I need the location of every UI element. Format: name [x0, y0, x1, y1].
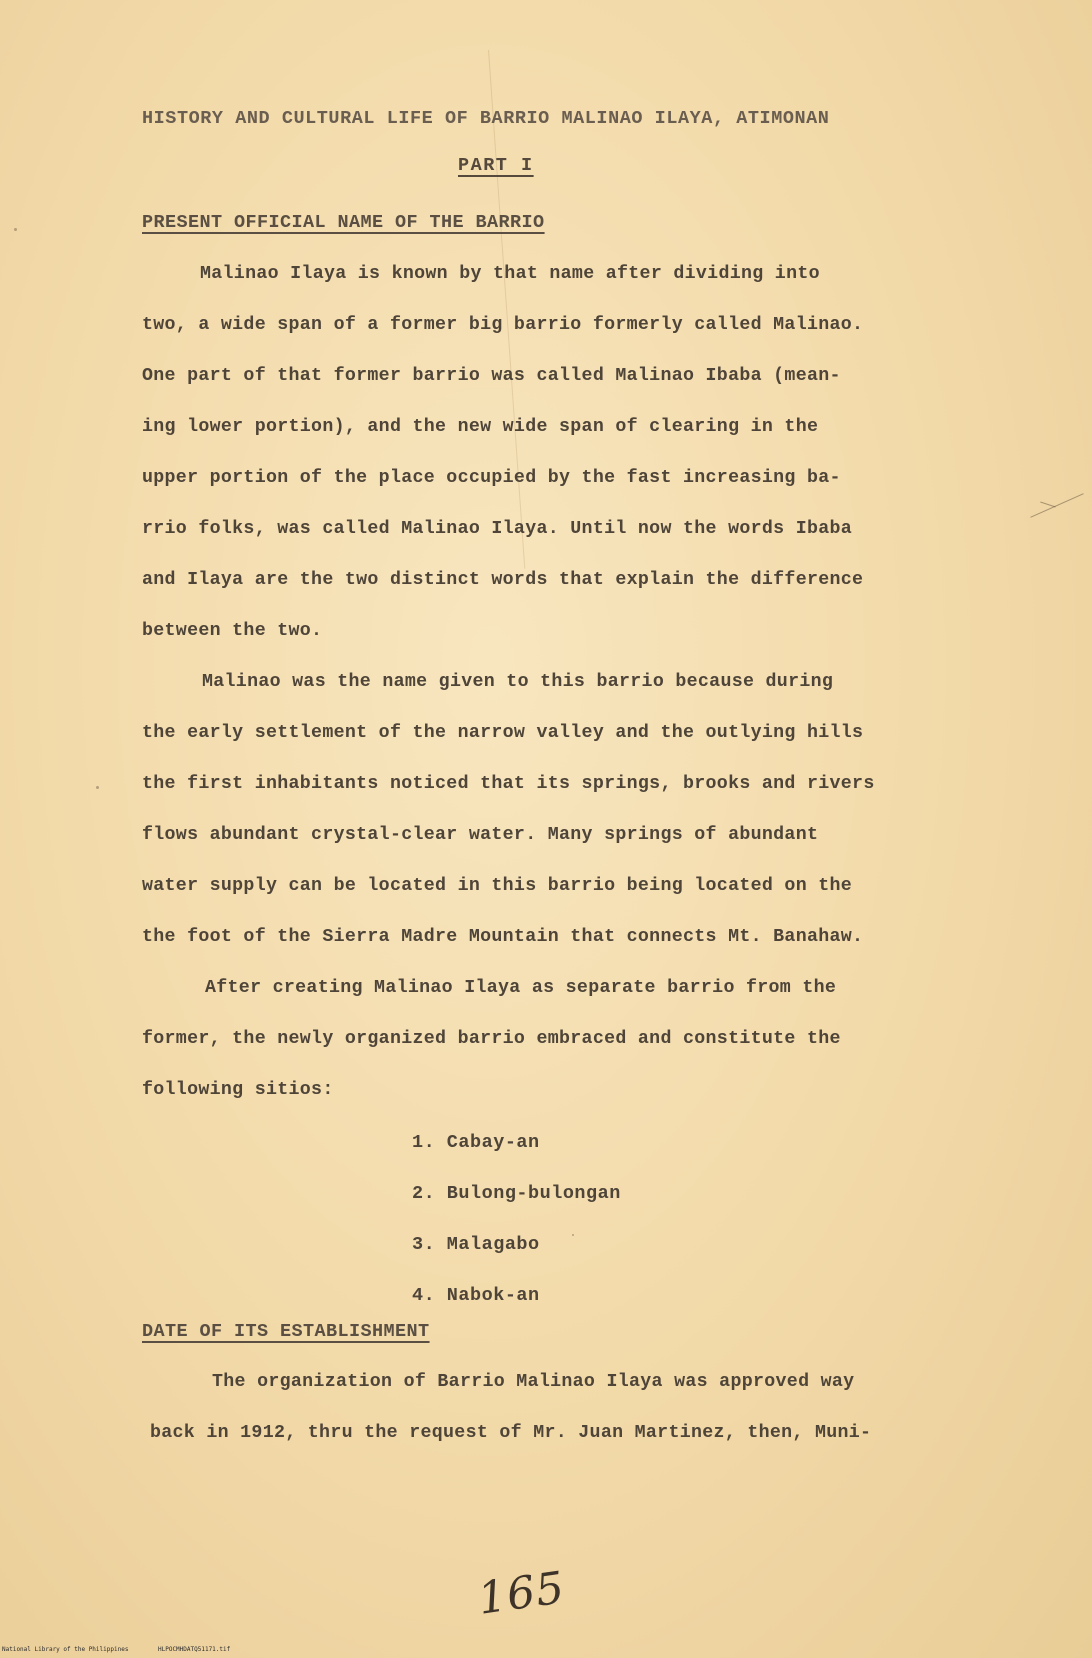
paper-mark-line: [1040, 502, 1056, 508]
paragraph-line: ing lower portion), and the new wide span of clearing in the: [142, 417, 819, 437]
paragraph-line: back in 1912, thru the request of Mr. Juan Martinez, then, Muni-: [150, 1423, 872, 1443]
paragraph-line: After creating Malinao Ilaya as separate barrio from the: [205, 978, 837, 998]
part-heading: PART I: [458, 155, 534, 176]
paragraph-line: water supply can be located in this barrio being located on the: [142, 876, 853, 896]
sitio-list-item: 4. Nabok-an: [412, 1285, 540, 1306]
sitio-list-item: 1. Cabay-an: [412, 1132, 540, 1153]
paragraph-line: the foot of the Sierra Madre Mountain that connects Mt. Banahaw.: [142, 927, 864, 947]
section-heading-official-name: PRESENT OFFICIAL NAME OF THE BARRIO: [142, 212, 545, 233]
paragraph-line: flows abundant crystal-clear water. Many springs of abundant: [142, 825, 819, 845]
paragraph-line: the first inhabitants noticed that its springs, brooks and rivers: [142, 774, 875, 794]
document-title: HISTORY AND CULTURAL LIFE OF BARRIO MALINAO ILAYA, ATIMONAN: [142, 108, 830, 129]
paragraph-line: and Ilaya are the two distinct words that explain the difference: [142, 570, 864, 590]
section-heading-establishment-date: DATE OF ITS ESTABLISHMENT: [142, 1321, 430, 1342]
footer-file-name: HLPOCMHDATQ51171.tif: [158, 1646, 231, 1653]
paragraph-line: Malinao was the name given to this barrio because during: [202, 672, 834, 692]
sitio-list-item: 3. Malagabo: [412, 1234, 540, 1255]
paper-speck: [572, 1234, 574, 1236]
paragraph-line: former, the newly organized barrio embraced and constitute the: [142, 1029, 841, 1049]
paragraph-line: The organization of Barrio Malinao Ilaya was approved way: [212, 1372, 855, 1392]
paper-mark-line: [1030, 493, 1083, 518]
paragraph-line: upper portion of the place occupied by the fast increasing ba-: [142, 468, 841, 488]
paragraph-line: rrio folks, was called Malinao Ilaya. Until now the words Ibaba: [142, 519, 853, 539]
paragraph-line: between the two.: [142, 621, 323, 641]
paragraph-line: One part of that former barrio was called Malinao Ibaba (mean-: [142, 366, 841, 386]
sitio-list-item: 2. Bulong-bulongan: [412, 1183, 621, 1204]
paper-speck: [96, 786, 99, 789]
paragraph-line: Malinao Ilaya is known by that name after dividing into: [200, 264, 820, 284]
paragraph-line: the early settlement of the narrow valley and the outlying hills: [142, 723, 864, 743]
handwritten-page-number: 165: [474, 1562, 569, 1625]
paragraph-line: following sitios:: [142, 1080, 334, 1100]
paper-speck: [14, 228, 17, 231]
footer-library-label: National Library of the Philippines: [2, 1646, 129, 1653]
paragraph-line: two, a wide span of a former big barrio formerly called Malinao.: [142, 315, 864, 335]
